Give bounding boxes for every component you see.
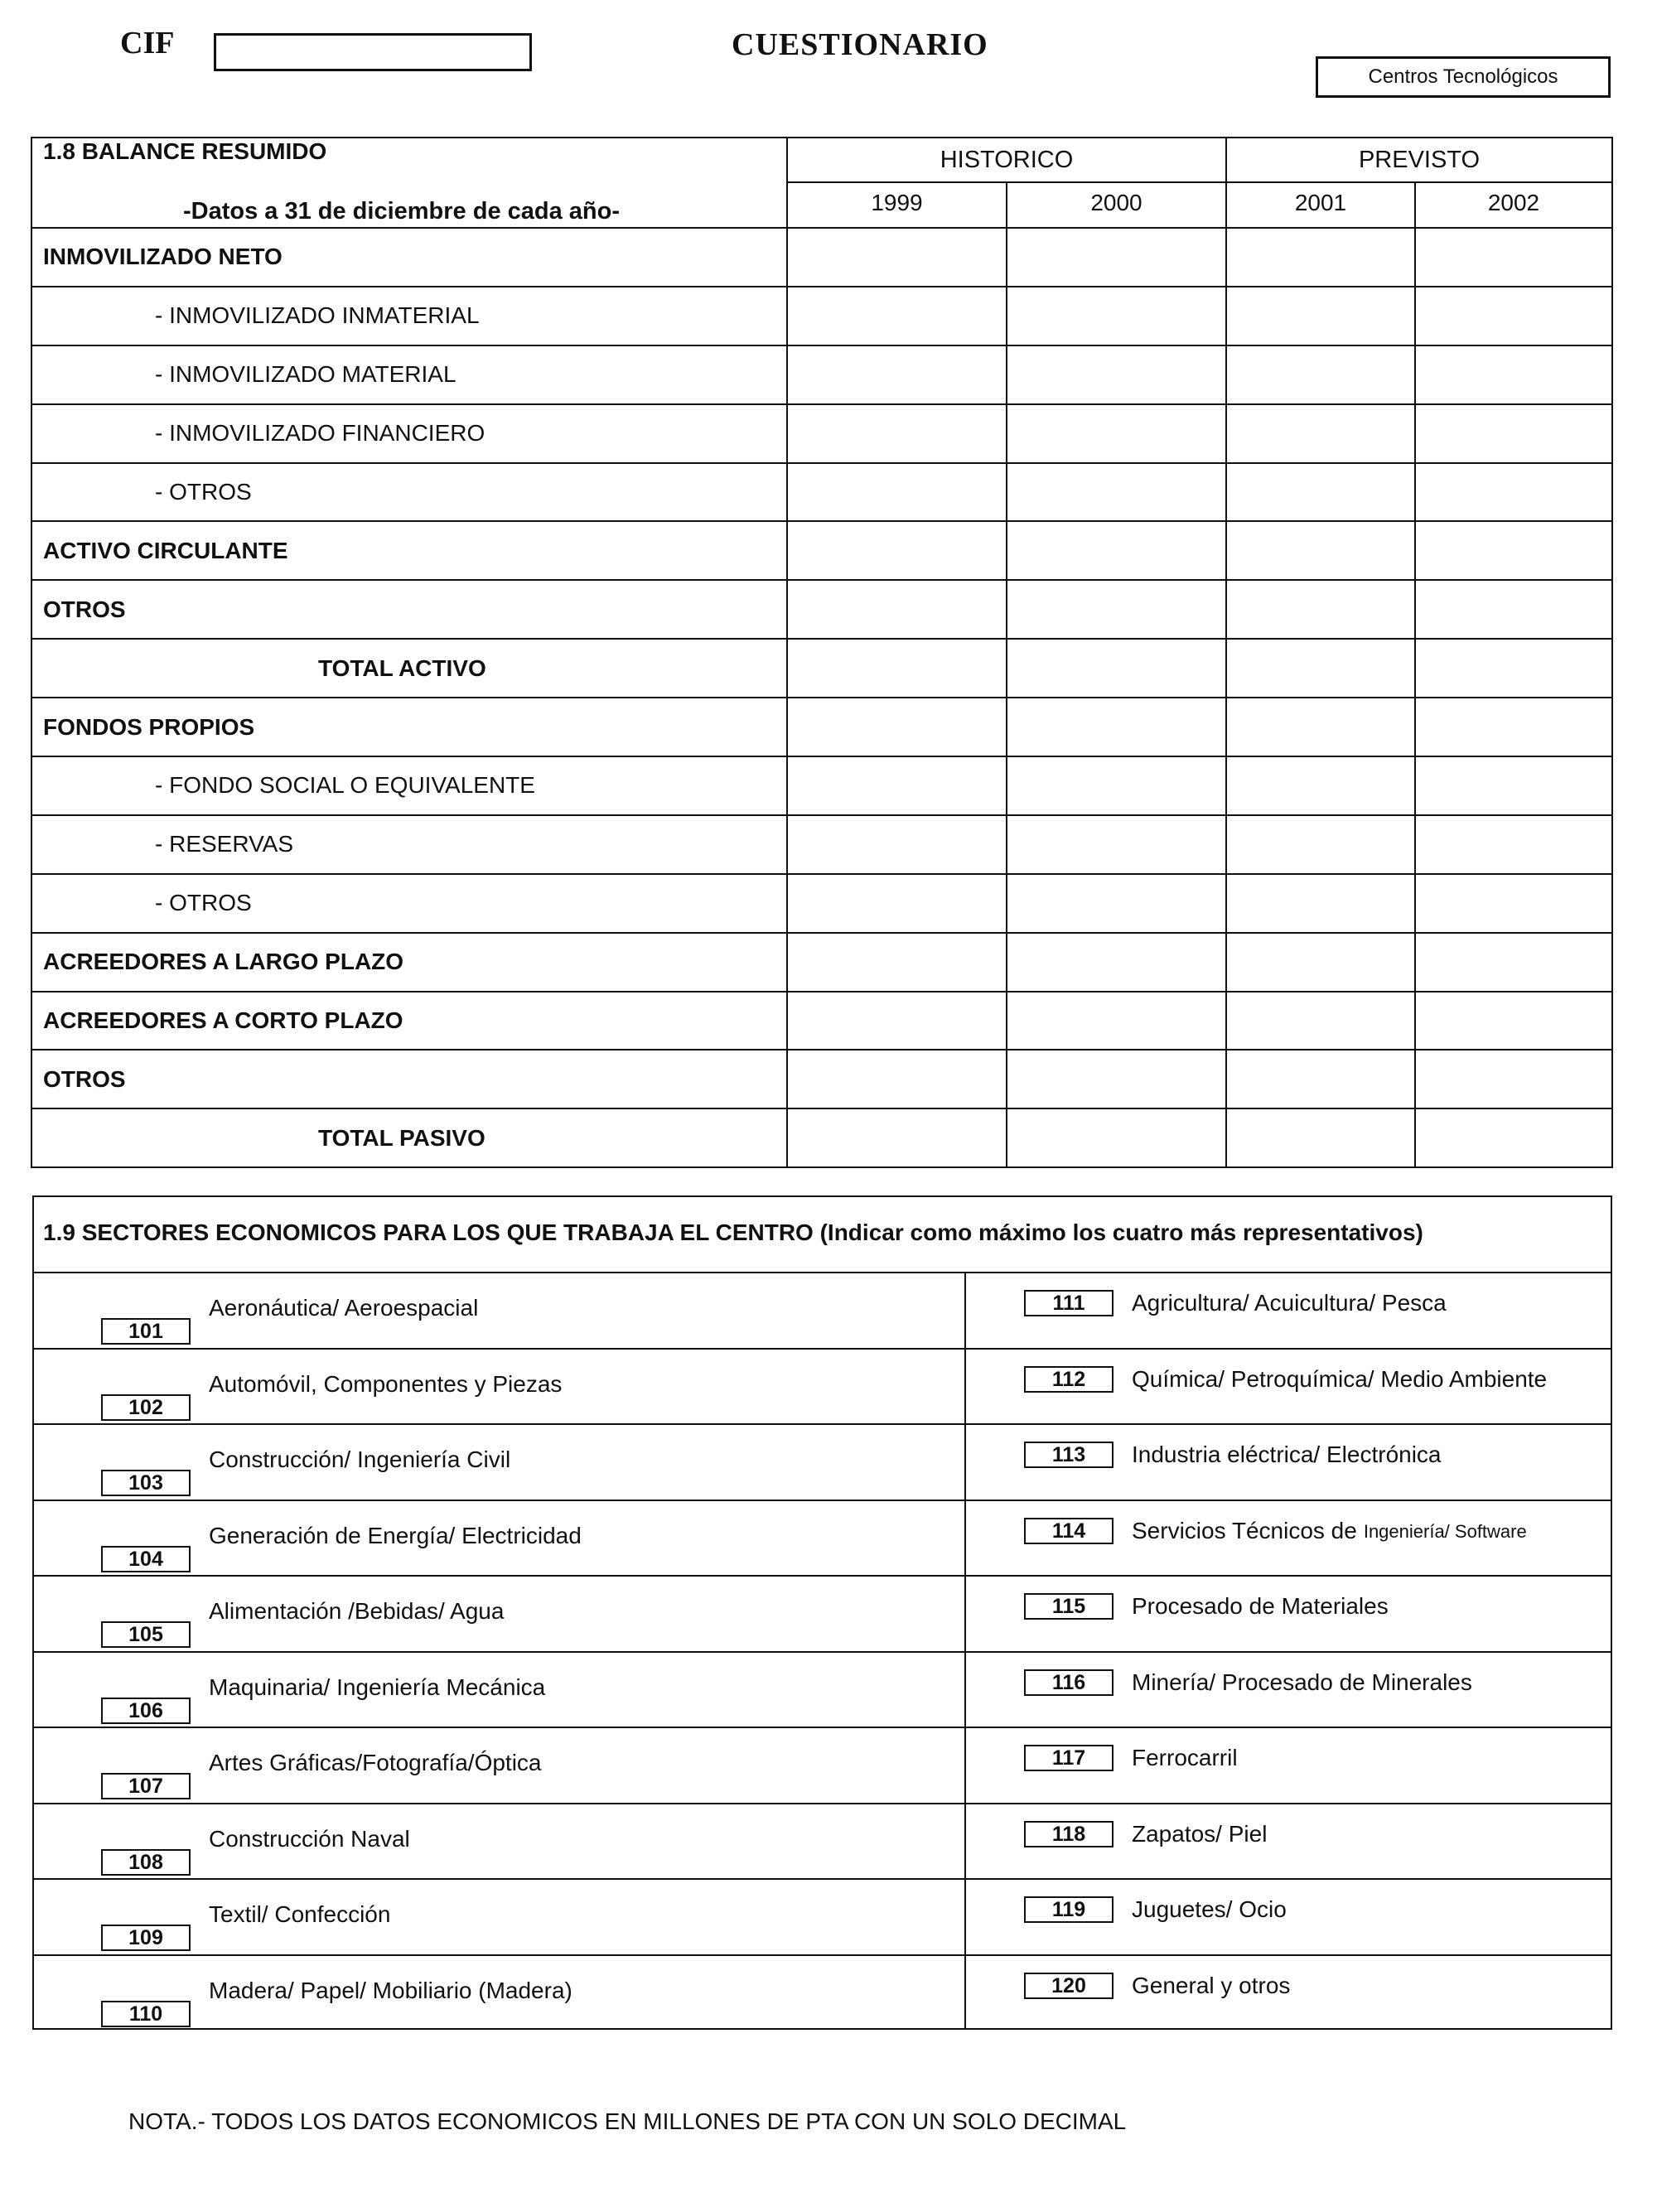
sector-name: Alimentación /Bebidas/ Agua: [209, 1598, 505, 1624]
sector-name: Minería/ Procesado de Minerales: [1132, 1669, 1472, 1695]
sector-row-divider: [32, 1878, 1612, 1880]
sector-name: General y otros: [1132, 1972, 1291, 1998]
sector-name: Procesado de Materiales: [1132, 1593, 1389, 1619]
balance-row: [31, 287, 1612, 345]
balance-value-cell[interactable]: [787, 404, 1007, 463]
balance-value-cell[interactable]: [787, 874, 1007, 933]
sector-name: Construcción/ Ingeniería Civil: [209, 1446, 511, 1472]
sector-code-box[interactable]: 119: [1024, 1896, 1114, 1923]
balance-value-cell[interactable]: [1226, 874, 1415, 933]
sector-code-box[interactable]: 111: [1024, 1290, 1114, 1316]
balance-value-cell[interactable]: [1415, 1108, 1612, 1167]
balance-value-cell[interactable]: [1226, 345, 1415, 404]
sector-row-divider: [32, 1954, 1612, 1956]
sector-code-box[interactable]: 115: [1024, 1593, 1114, 1620]
balance-value-cell[interactable]: [1226, 756, 1415, 815]
balance-row-label: - RESERVAS: [31, 815, 787, 874]
balance-value-cell[interactable]: [1226, 698, 1415, 756]
sector-name: Industria eléctrica/ Electrónica: [1132, 1442, 1442, 1467]
balance-row: [31, 1050, 1612, 1108]
balance-value-cell[interactable]: [1007, 287, 1226, 345]
balance-row: [31, 639, 1612, 698]
balance-value-cell[interactable]: [1415, 933, 1612, 992]
sector-code-box[interactable]: 101: [101, 1318, 191, 1345]
balance-value-cell[interactable]: [1007, 756, 1226, 815]
sector-option[interactable]: [101, 1446, 510, 1496]
sector-code-box[interactable]: 120: [1024, 1973, 1114, 1999]
balance-row-label: FONDOS PROPIOS: [31, 698, 787, 756]
sector-code-box[interactable]: 117: [1024, 1745, 1114, 1771]
category-tag-text: Centros Tecnológicos: [1368, 65, 1558, 88]
balance-row: [31, 992, 1612, 1050]
category-tag: [1316, 56, 1611, 98]
balance-value-cell[interactable]: [1226, 1108, 1415, 1167]
balance-header-corner: [31, 138, 787, 228]
balance-value-cell[interactable]: [787, 756, 1007, 815]
balance-value-cell[interactable]: [1007, 933, 1226, 992]
sector-option[interactable]: [1024, 1745, 1238, 1794]
year-header: 2001: [1226, 182, 1415, 228]
balance-value-cell[interactable]: [787, 521, 1007, 580]
sector-option[interactable]: [101, 1523, 582, 1572]
balance-row-label: ACREEDORES A CORTO PLAZO: [31, 992, 787, 1050]
sector-option[interactable]: [101, 1901, 390, 1951]
sector-code-box[interactable]: 114: [1024, 1518, 1114, 1544]
sector-row-divider: [32, 1500, 1612, 1501]
balance-value-cell[interactable]: [1415, 815, 1612, 874]
header-historico: HISTORICO: [787, 138, 1226, 182]
balance-row: [31, 874, 1612, 933]
sector-code-box[interactable]: 113: [1024, 1442, 1114, 1468]
sector-code-box[interactable]: 105: [101, 1621, 191, 1648]
sector-code-box[interactable]: 107: [101, 1773, 191, 1799]
balance-table: [31, 137, 1613, 1168]
sector-name: Zapatos/ Piel: [1132, 1820, 1268, 1847]
balance-value-cell[interactable]: [1226, 933, 1415, 992]
balance-row-label: ACTIVO CIRCULANTE: [31, 521, 787, 580]
balance-value-cell[interactable]: [1415, 404, 1612, 463]
balance-value-cell[interactable]: [1226, 521, 1415, 580]
balance-row-label: INMOVILIZADO NETO: [31, 228, 787, 287]
balance-value-cell[interactable]: [1007, 580, 1226, 639]
balance-value-cell[interactable]: [1007, 874, 1226, 933]
balance-value-cell[interactable]: [1415, 756, 1612, 815]
balance-row: [31, 463, 1612, 522]
balance-value-cell[interactable]: [787, 933, 1007, 992]
balance-value-cell[interactable]: [1415, 580, 1612, 639]
balance-value-cell[interactable]: [1415, 287, 1612, 345]
balance-row-label: - INMOVILIZADO MATERIAL: [31, 345, 787, 404]
balance-value-cell[interactable]: [1415, 463, 1612, 522]
balance-value-cell[interactable]: [1007, 1050, 1226, 1108]
balance-row-label: TOTAL PASIVO: [31, 1108, 787, 1167]
sector-name: Maquinaria/ Ingeniería Mecánica: [209, 1673, 546, 1700]
balance-row: [31, 228, 1612, 287]
balance-value-cell[interactable]: [787, 639, 1007, 698]
sector-code-box[interactable]: 110: [101, 2001, 191, 2027]
sector-name: Agricultura/ Acuicultura/ Pesca: [1132, 1290, 1447, 1316]
sector-name: Artes Gráficas/Fotografía/Óptica: [209, 1750, 542, 1775]
balance-value-cell[interactable]: [1226, 463, 1415, 522]
balance-section-title: 1.8 BALANCE RESUMIDO: [43, 138, 327, 164]
balance-value-cell[interactable]: [787, 1050, 1007, 1108]
sector-code-box[interactable]: 118: [1024, 1821, 1114, 1847]
balance-row-label: OTROS: [31, 580, 787, 639]
balance-value-cell[interactable]: [787, 287, 1007, 345]
sector-option[interactable]: [101, 1750, 542, 1799]
balance-row-label: - FONDO SOCIAL O EQUIVALENTE: [31, 756, 787, 815]
balance-row: [31, 580, 1612, 639]
balance-value-cell[interactable]: [1226, 228, 1415, 287]
balance-value-cell[interactable]: [1226, 992, 1415, 1050]
sector-name: Madera/ Papel/ Mobiliario (Madera): [209, 1977, 572, 2003]
balance-value-cell[interactable]: [1415, 639, 1612, 698]
balance-value-cell[interactable]: [787, 580, 1007, 639]
balance-row: [31, 815, 1612, 874]
sector-code-box[interactable]: 112: [1024, 1366, 1114, 1393]
balance-row-label: - INMOVILIZADO FINANCIERO: [31, 404, 787, 463]
balance-value-cell[interactable]: [1007, 1108, 1226, 1167]
sector-option[interactable]: [101, 1826, 410, 1876]
balance-value-cell[interactable]: [787, 698, 1007, 756]
sector-name: Textil/ Confección: [209, 1901, 391, 1927]
sector-name: Aeronáutica/ Aeroespacial: [209, 1295, 479, 1321]
sector-option[interactable]: [101, 1295, 478, 1345]
year-header: 2002: [1415, 182, 1612, 228]
sector-name: Servicios Técnicos de: [1132, 1517, 1357, 1543]
balance-value-cell[interactable]: [787, 463, 1007, 522]
balance-row-label: - OTROS: [31, 874, 787, 933]
sector-code-box[interactable]: 116: [1024, 1669, 1114, 1696]
balance-value-cell[interactable]: [1226, 1050, 1415, 1108]
sectors-title: 1.9 SECTORES ECONOMICOS PARA LOS QUE TRABAJA EL CENTRO (Indicar como máximo los cuatro más representativos): [43, 1219, 1423, 1245]
sector-row-divider: [32, 1348, 1612, 1350]
balance-value-cell[interactable]: [1007, 228, 1226, 287]
balance-value-cell[interactable]: [1007, 404, 1226, 463]
cif-input-box[interactable]: [214, 33, 532, 71]
sector-code-box[interactable]: 109: [101, 1925, 191, 1951]
balance-row: [31, 698, 1612, 756]
balance-row: [31, 521, 1612, 580]
sector-code-box[interactable]: 106: [101, 1698, 191, 1724]
balance-value-cell[interactable]: [1415, 874, 1612, 933]
sector-option[interactable]: [101, 1978, 572, 2027]
sector-row-divider: [32, 1575, 1612, 1577]
sector-option[interactable]: [101, 1371, 562, 1421]
sector-option[interactable]: [1024, 1669, 1472, 1719]
sector-option[interactable]: [1024, 1896, 1287, 1946]
balance-value-cell[interactable]: [1415, 698, 1612, 756]
sector-option[interactable]: [101, 1674, 545, 1724]
footnote: NOTA.- TODOS LOS DATOS ECONOMICOS EN MILLONES DE PTA CON UN SOLO DECIMAL: [128, 2108, 1127, 2134]
year-header: 1999: [787, 182, 1007, 228]
balance-value-cell[interactable]: [787, 815, 1007, 874]
balance-value-cell[interactable]: [1007, 815, 1226, 874]
sector-option[interactable]: [1024, 1973, 1290, 2022]
sector-option[interactable]: [101, 1598, 504, 1648]
balance-value-cell[interactable]: [1415, 521, 1612, 580]
balance-value-cell[interactable]: [1007, 639, 1226, 698]
balance-value-cell[interactable]: [787, 345, 1007, 404]
balance-row-label: - INMOVILIZADO INMATERIAL: [31, 287, 787, 345]
sector-name-small: Ingeniería/ Software: [1363, 1520, 1527, 1542]
sector-option[interactable]: [1024, 1290, 1447, 1340]
balance-row: [31, 345, 1612, 404]
balance-value-cell[interactable]: [1007, 521, 1226, 580]
sector-option[interactable]: [1024, 1518, 1527, 1567]
balance-row: [31, 404, 1612, 463]
sector-option[interactable]: [1024, 1442, 1442, 1491]
balance-row-label: ACREEDORES A LARGO PLAZO: [31, 933, 787, 992]
sector-row-divider: [32, 1803, 1612, 1804]
sector-name: Ferrocarril: [1132, 1745, 1238, 1770]
balance-value-cell[interactable]: [1007, 463, 1226, 522]
sector-name: Química/ Petroquímica/ Medio Ambiente: [1132, 1365, 1548, 1392]
sector-option[interactable]: [1024, 1366, 1547, 1416]
sector-name: Construcción Naval: [209, 1825, 410, 1852]
sector-row-divider: [32, 1651, 1612, 1653]
balance-value-cell[interactable]: [1415, 228, 1612, 287]
sector-row-divider: [32, 1727, 1612, 1728]
sector-code-box[interactable]: 103: [101, 1470, 191, 1496]
balance-subtitle: -Datos a 31 de diciembre de cada año-: [183, 198, 621, 225]
sector-option[interactable]: [1024, 1821, 1267, 1871]
balance-row-label: OTROS: [31, 1050, 787, 1108]
sector-code-box[interactable]: 102: [101, 1394, 191, 1421]
balance-row: [31, 933, 1612, 992]
balance-value-cell[interactable]: [1226, 815, 1415, 874]
document-title: CUESTIONARIO: [732, 27, 988, 62]
balance-row: [31, 756, 1612, 815]
year-header: 2000: [1007, 182, 1226, 228]
cif-label: CIF: [120, 26, 175, 60]
sector-option[interactable]: [1024, 1593, 1389, 1643]
balance-value-cell[interactable]: [1007, 345, 1226, 404]
balance-value-cell[interactable]: [787, 1108, 1007, 1167]
sector-name: Juguetes/ Ocio: [1132, 1896, 1287, 1922]
balance-value-cell[interactable]: [1226, 404, 1415, 463]
balance-row-label: - OTROS: [31, 463, 787, 522]
balance-value-cell[interactable]: [1007, 992, 1226, 1050]
balance-value-cell[interactable]: [1226, 287, 1415, 345]
sector-row-divider: [32, 1423, 1612, 1425]
balance-value-cell[interactable]: [1415, 345, 1612, 404]
sector-code-box[interactable]: 108: [101, 1849, 191, 1876]
balance-value-cell[interactable]: [1415, 992, 1612, 1050]
balance-value-cell[interactable]: [1226, 639, 1415, 698]
balance-row: [31, 1108, 1612, 1167]
sector-name: Automóvil, Componentes y Piezas: [209, 1370, 563, 1397]
sector-code-box[interactable]: 104: [101, 1546, 191, 1572]
balance-row-label: TOTAL ACTIVO: [31, 639, 787, 698]
sector-name: Generación de Energía/ Electricidad: [209, 1522, 582, 1548]
balance-value-cell[interactable]: [787, 992, 1007, 1050]
header-previsto: PREVISTO: [1226, 138, 1612, 182]
balance-value-cell[interactable]: [1415, 1050, 1612, 1108]
balance-value-cell[interactable]: [1226, 580, 1415, 639]
balance-value-cell[interactable]: [787, 228, 1007, 287]
balance-value-cell[interactable]: [1007, 698, 1226, 756]
